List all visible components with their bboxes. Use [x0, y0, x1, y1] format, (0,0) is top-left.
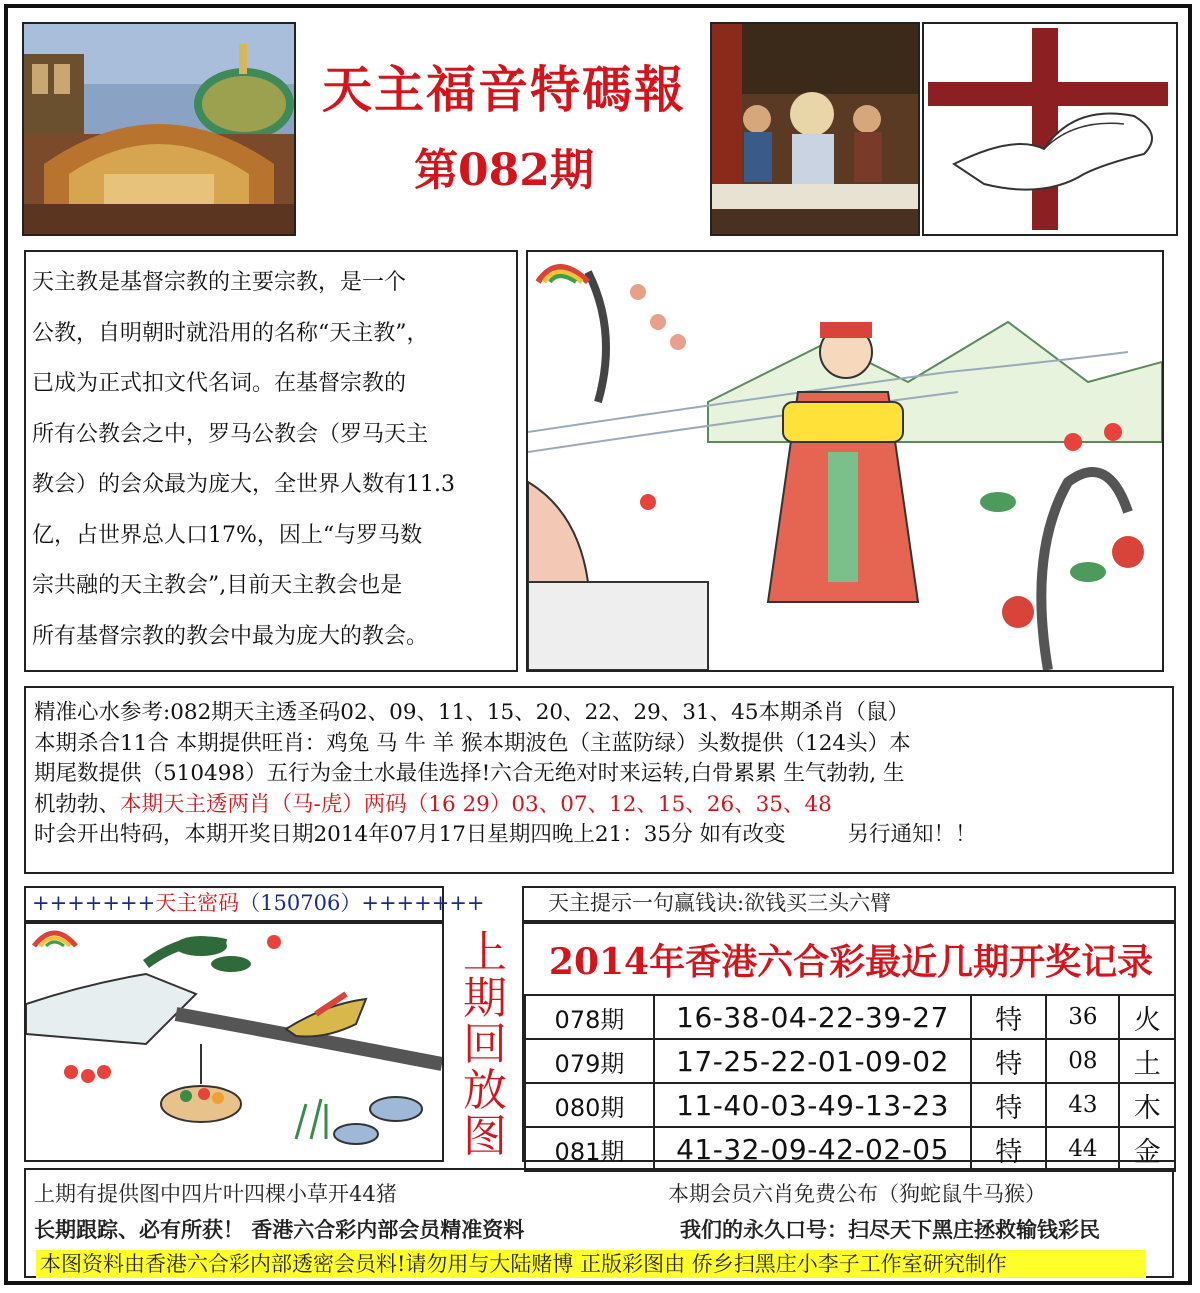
numbers-cell: 17-25-22-01-09-02: [654, 1039, 971, 1083]
intro-line: 已成为正式扣文代名词。在基督宗教的: [32, 371, 407, 396]
cross-and-dove-icon: [922, 22, 1178, 236]
title-area: [298, 22, 710, 236]
table-row: [525, 1039, 1175, 1083]
records-title: 2014年香港六合彩最近几期开奖记录: [548, 941, 1154, 983]
tips-line-prefix: 机勃勃、: [34, 791, 121, 817]
replay-char: 图: [463, 1111, 507, 1162]
intro-text-box: [24, 250, 518, 672]
footer-slogan-left: 长期跟踪、必有所获！ 香港六合彩内部会员精准资料: [34, 1217, 525, 1242]
numbers-cell: 41-32-09-42-02-05: [654, 1127, 971, 1171]
element-cell: 火: [1119, 995, 1175, 1039]
table-row: [525, 995, 1175, 1039]
numbers-cell: 16-38-04-22-39-27: [654, 995, 971, 1039]
element-cell: 金: [1119, 1127, 1175, 1171]
element-cell: 土: [1119, 1039, 1175, 1083]
intro-line: 天主教是基督宗教的主要宗教，是一个: [32, 270, 407, 295]
intro-line: 宗共融的天主教会”,目前天主教会也是: [32, 573, 403, 598]
tips-line: [34, 820, 1164, 851]
footer-slogan-right: 我们的永久口号：扫尽天下黑庄拯救输钱彩民: [680, 1217, 1100, 1242]
records-table: [524, 994, 1176, 1172]
page-title: 天主福音特碼報: [322, 60, 686, 119]
secret-code: （150706）: [239, 891, 362, 915]
secret-plus-left: +++++++: [32, 891, 156, 915]
bird-illustration: [24, 922, 444, 1162]
numbers-cell: 11-40-03-49-13-23: [654, 1083, 971, 1127]
draw-records-panel: [522, 922, 1176, 1168]
issue-cell: 080期: [525, 1083, 654, 1127]
last-supper-painting: [710, 22, 920, 236]
issue-cell: 079期: [525, 1039, 654, 1083]
tips-highlight: 本期天主透两肖（马-虎）两码（16 29）03、07、12、15、26、35、48: [120, 791, 832, 817]
secret-code-bar: [24, 886, 485, 922]
intro-line: 亿，占世界总人口17%，因上“与罗马数: [32, 522, 423, 548]
replay-char: 期: [463, 973, 507, 1024]
element-cell: 木: [1119, 1083, 1175, 1127]
issue-number: 第082期: [414, 145, 594, 196]
special-label-cell: 特: [971, 1039, 1046, 1083]
cathedral-image: [22, 22, 296, 236]
intro-line: 教会）的会众最为庞大，全世界人数有11.3: [32, 472, 455, 497]
special-number-cell: 43: [1046, 1083, 1119, 1127]
issue-cell: 081期: [525, 1127, 654, 1171]
intro-line: 所有基督宗教的教会中最为庞大的教会。: [32, 623, 429, 649]
intro-line: 公教，自明朝时就沿用的名称“天主教”，: [32, 320, 429, 346]
special-label-cell: 特: [971, 1127, 1046, 1171]
tips-box: [24, 686, 1174, 874]
tips-draw-date: 时会开出特码，本期开奖日期2014年07月17日星期四晚上21：35分 如有改变: [34, 822, 786, 847]
table-row: [525, 1127, 1175, 1171]
special-number-cell: 08: [1046, 1039, 1119, 1083]
hint-bar: 天主提示一句赢钱诀:欲钱买三头六臂: [522, 886, 1176, 922]
tips-line: 期尾数提供（510498）五行为金土水最佳选择!六合无绝对时来运转,白骨累累 生气勃勃, 生: [34, 761, 905, 786]
replay-char: 上: [463, 927, 507, 978]
special-number-cell: 36: [1046, 995, 1119, 1039]
scholar-illustration: [526, 250, 1164, 672]
special-label-cell: 特: [971, 1083, 1046, 1127]
secret-plus-right: +++++++: [361, 891, 485, 915]
last-issue-replay-label: [452, 927, 518, 1162]
special-number-cell: 44: [1046, 1127, 1119, 1171]
footer-member-zodiac: 本期会员六肖免费公布（狗蛇鼠牛马猴）: [668, 1182, 1046, 1206]
tips-notice: 另行通知！！: [847, 822, 977, 847]
table-row: [525, 1083, 1175, 1127]
secret-label: 天主密码: [155, 891, 240, 915]
replay-char: 放: [463, 1065, 507, 1116]
footer-previous-hint: 上期有提供图中四片叶四棵小草开44猪: [34, 1182, 397, 1206]
special-label-cell: 特: [971, 995, 1046, 1039]
footer-banner-text: 本图资料由香港六合彩内部透密会员料!请勿用与大陆赌博 正版彩图由 侨乡扫黑庄小李子工作室研究制作: [40, 1252, 1007, 1276]
intro-line: 所有公教会之中，罗马公教会（罗马天主: [32, 421, 429, 447]
tips-line: [34, 790, 1164, 821]
tips-line: 本期杀合11合 本期提供旺肖：鸡兔 马 牛 羊 猴本期波色（主蓝防绿）头数提供（124头）本: [34, 730, 911, 756]
issue-cell: 078期: [525, 995, 654, 1039]
replay-char: 回: [463, 1019, 507, 1070]
footer-banner: [36, 1250, 1146, 1278]
tips-line: 精准心水参考:082期天主透圣码02、09、11、15、20、22、29、31、45本期杀肖（鼠）: [34, 700, 910, 725]
